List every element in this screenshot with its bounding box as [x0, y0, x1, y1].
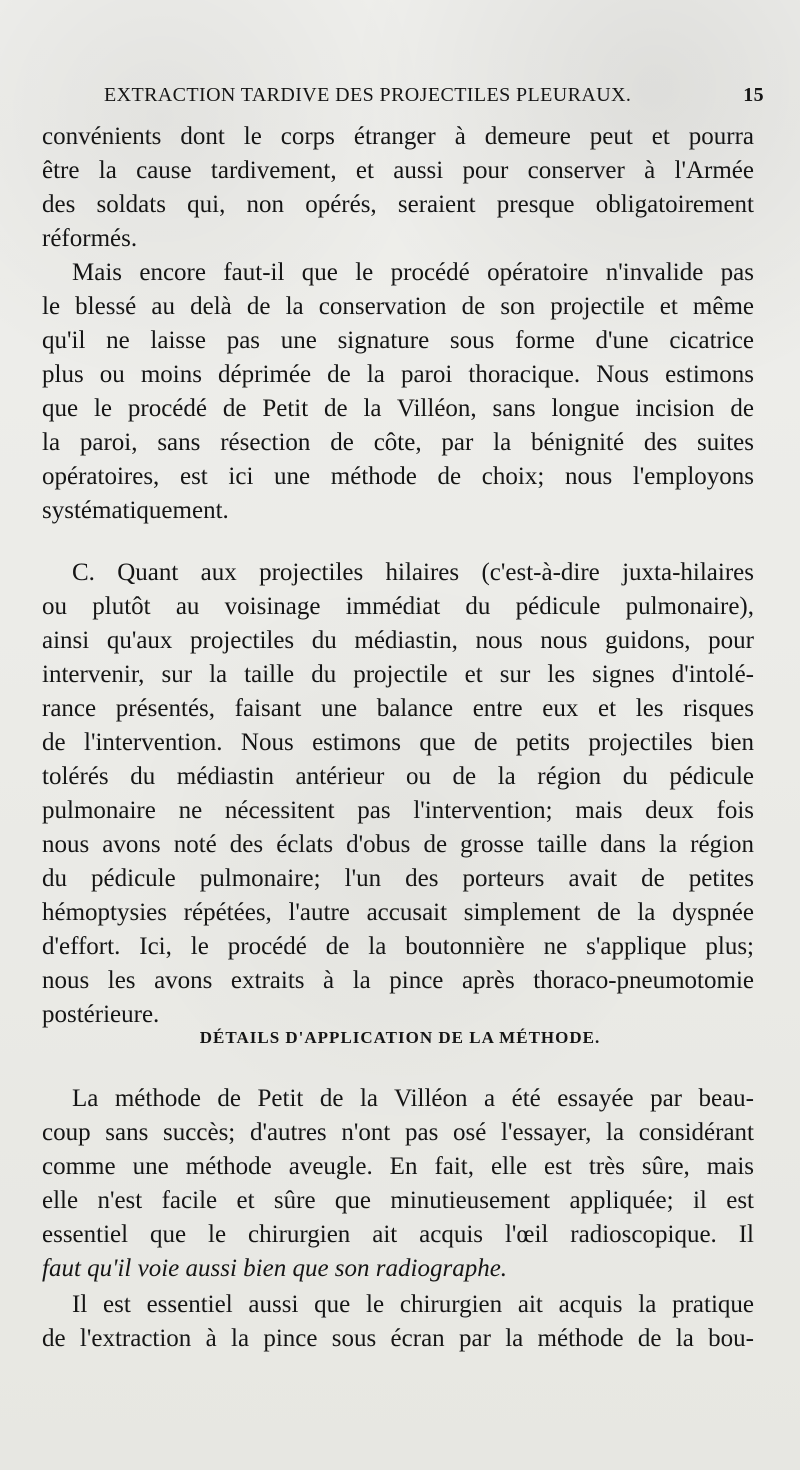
paragraph-line: que le procédé de Petit de la Villéon, sans longue incision de [42, 395, 754, 422]
paragraph-2 [42, 256, 754, 528]
paragraph-line: systématiquement. [42, 497, 229, 524]
paragraph-line: pulmonaire ne nécessitent pas l'intervention; mais deux fois [42, 797, 754, 824]
paragraph-line: du pédicule pulmonaire; l'un des porteurs avait de petites [42, 865, 754, 892]
paragraph-5 [42, 1288, 754, 1356]
paragraph-line: qu'il ne laisse pas une signature sous forme d'une cicatrice [42, 327, 754, 354]
paragraph-line: comme une méthode aveugle. En fait, elle est très sûre, mais [42, 1153, 754, 1180]
paragraph-line: d'effort. Ici, le procédé de la boutonnière ne s'applique plus; [42, 933, 754, 960]
page-number: 15 [743, 84, 764, 106]
paragraph-line: essentiel que le chirurgien ait acquis l'œil radioscopique. Il [42, 1221, 754, 1248]
paragraph-line: hémoptysies répétées, l'autre accusait simplement de la dyspnée [42, 899, 754, 926]
running-head-title: EXTRACTION TARDIVE DES PROJECTILES PLEURAUX. [104, 84, 632, 106]
paragraph-line: Il est essentiel aussi que le chirurgien ait acquis la pratique [72, 1291, 754, 1318]
paragraph-line: La méthode de Petit de la Villéon a été essayée par beau- [72, 1085, 754, 1112]
paragraph-line: plus ou moins déprimée de la paroi thoracique. Nous estimons [42, 361, 754, 388]
paragraph-line: le blessé au delà de la conservation de son projectile et même [42, 293, 754, 320]
paragraph-line: Mais encore faut-il que le procédé opératoire n'invalide pas [72, 259, 754, 286]
paragraph-line: la paroi, sans résection de côte, par la bénignité des suites [42, 429, 754, 456]
paragraph-line: opératoires, est ici une méthode de choix; nous l'employons [42, 463, 754, 490]
paragraph-1 [42, 120, 754, 256]
paragraph-line: faut qu'il voie aussi bien que son radiographe. [42, 1255, 508, 1282]
paragraph-line: elle n'est facile et sûre que minutieusement appliquée; il est [42, 1187, 754, 1214]
paragraph-line: être la cause tardivement, et aussi pour conserver à l'Armée [42, 157, 754, 184]
paragraph-line: réformés. [42, 225, 138, 252]
paragraph-line: rance présentés, faisant une balance entre eux et les risques [42, 695, 754, 722]
paragraph-line: tolérés du médiastin antérieur ou de la région du pédicule [42, 763, 754, 790]
paragraph-line: ou plutôt au voisinage immédiat du pédicule pulmonaire), [42, 593, 754, 620]
paragraph-line: des soldats qui, non opérés, seraient presque obligatoirement [42, 191, 754, 218]
paragraph-line: postérieure. [42, 1001, 160, 1028]
paragraph-line: convénients dont le corps étranger à demeure peut et pourra [42, 123, 754, 150]
paragraph-line: de l'extraction à la pince sous écran par la méthode de la bou- [42, 1325, 754, 1352]
paragraph-line: nous les avons extraits à la pince après thoraco-pneumotomie [42, 967, 754, 994]
section-title: DÉTAILS D'APPLICATION DE LA MÉTHODE. [199, 1028, 601, 1047]
paragraph-4 [42, 1082, 754, 1286]
paragraph-line: nous avons noté des éclats d'obus de grosse taille dans la région [42, 831, 754, 858]
paragraph-line: C. Quant aux projectiles hilaires (c'est-à-dire juxta-hilaires [72, 559, 754, 586]
paragraph-3 [42, 556, 754, 1032]
running-head [104, 84, 764, 114]
paragraph-line: ainsi qu'aux projectiles du médiastin, nous nous guidons, pour [42, 627, 754, 654]
paragraph-line: de l'intervention. Nous estimons que de petits projectiles bien [42, 729, 754, 756]
paragraph-line: intervenir, sur la taille du projectile et sur les signes d'intolé- [42, 661, 754, 688]
paragraph-line: coup sans succès; d'autres n'ont pas osé l'essayer, la considérant [42, 1119, 754, 1146]
